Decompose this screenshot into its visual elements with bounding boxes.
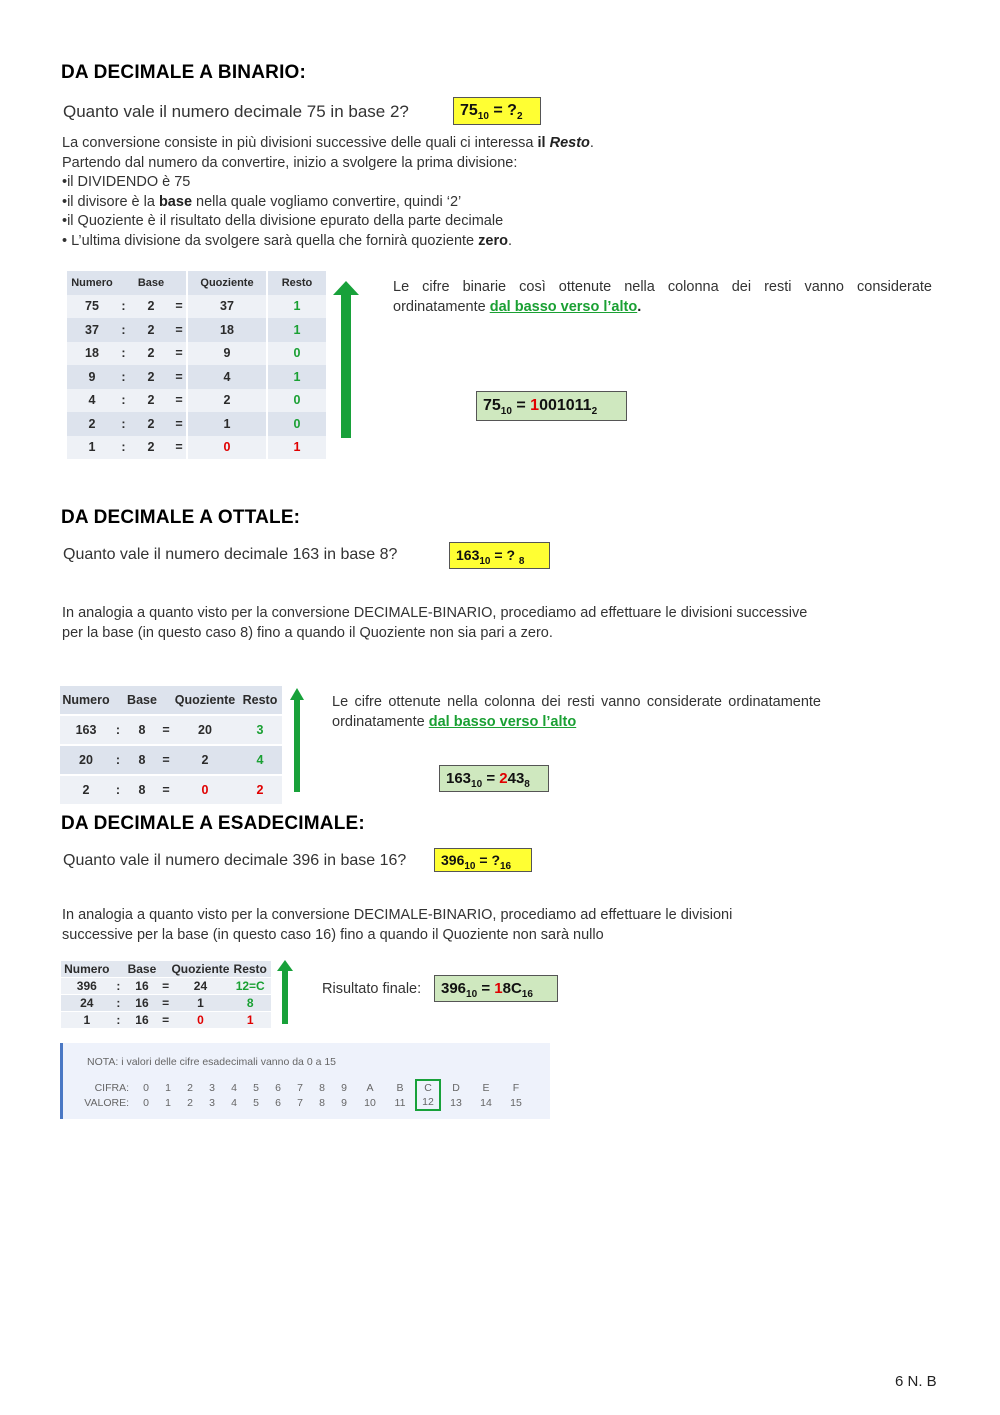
question-binario: Quanto vale il numero decimale 75 in base 2? (63, 102, 409, 121)
table-row: 75 : 2 = 37 1 (67, 295, 326, 319)
division-table-ottale (60, 686, 282, 806)
question-ottale: Quanto vale il numero decimale 163 in base 8? (63, 546, 398, 563)
result-binario: $75_{10} = 1001011_2$ (476, 391, 627, 421)
table-header-row (61, 961, 271, 978)
header-resto: Resto (267, 271, 326, 295)
intro-binario: La conversione consiste in più divisioni successive delle quali ci interessa il Resto. Partendo dal numero da convertire, inizio a svolgere la prima divisione: •il DIVIDENDO è 75 •il divisore è la base nella quale vogliamo convertire, quindi ‘2’ •il Quoziente è il risultato della divisione epurato della parte decimale • L’ultima divisione da svolgere sarà quella che fornirà quoziente zero. (62, 135, 594, 249)
hex-cifra-row: CIFRA: 0 1 2 3 4 5 6 7 8 9 A B C D E F (94, 1081, 520, 1094)
table-row: 9 : 2 = 4 1 (67, 365, 326, 389)
explain-link-binario: dal basso verso l’alto (489, 299, 638, 315)
heading-binario: DA DECIMALE A BINARIO: (61, 62, 307, 83)
intro-esadecimale: In analogia a quanto visto per la conversione DECIMALE-BINARIO, procediamo ad effettuare le divisioni successive per la base (in questo caso 16) fino a quando il Quoziente non sarà nullo (62, 907, 733, 943)
header-numero: Numero (67, 271, 117, 295)
division-table-esadecimale (61, 961, 271, 1029)
explain-line1-ottale: Le cifre ottenute nella colonna dei resti vanno considerate ordinatamente (332, 694, 821, 710)
header-quoziente: Quoziente (187, 271, 267, 295)
table-row: 24 : 16 = 1 8 (61, 995, 271, 1012)
result-esadecimale: $396_{10} = 18C_{16}$ (434, 975, 558, 1002)
formula-question-ottale: $163_{10}$ = ? $_8$ (449, 542, 550, 569)
header-numero: Numero (61, 961, 113, 978)
formula-question-esadecimale: $396_{10}$ = $?_{16}$ (434, 848, 532, 872)
result-label-esadecimale: Risultato finale: (322, 981, 422, 997)
header-base: Base (130, 271, 172, 295)
intro-ottale: In analogia a quanto visto per la conversione DECIMALE-BINARIO, procediamo ad effettuare le divisioni successive per la base (in questo caso 8) fino a quando il Quoziente non sia pari a zero. (62, 605, 808, 641)
header-quoziente: Quoziente (172, 686, 238, 715)
page-footer: 6 N. B (895, 1373, 937, 1390)
explain-line2-ottale: ordinatamente dal basso verso l’alto (332, 714, 577, 730)
result-ottale: $163_{10} = 243_8$ (439, 765, 549, 792)
explain-link-ottale: dal basso verso l’alto (428, 714, 577, 730)
note-title: NOTA: i valori delle cifre esadecimali vanno da 0 a 15 (87, 1056, 337, 1068)
highlighted-cifra: C (416, 1080, 440, 1095)
hex-valore-row: VALORE: 0 1 2 3 4 5 6 7 8 9 10 11 12 13 14 15 (84, 1096, 522, 1109)
header-quoziente: Quoziente (171, 962, 230, 976)
table-row: 1 : 16 = 0 1 (61, 1012, 271, 1029)
hex-table (69, 1079, 531, 1111)
table-row: 2 : 2 = 1 0 (67, 412, 326, 436)
header-resto: Resto (229, 961, 271, 978)
highlighted-valore: 12 (416, 1095, 440, 1110)
question-esadecimale: Quanto vale il numero decimale 396 in base 16? (63, 852, 407, 869)
explain-line2-binario: ordinatamente dal basso verso l’alto. (393, 299, 642, 315)
header-base: Base (124, 686, 160, 715)
table-row: 20 : 8 = 2 4 (60, 745, 282, 775)
table-row: 4 : 2 = 2 0 (67, 389, 326, 413)
header-base: Base (124, 961, 160, 978)
table-row: 37 : 2 = 18 1 (67, 318, 326, 342)
table-header-row (67, 271, 326, 295)
explain-line1-binario: Le cifre binarie così ottenute nella colonna dei resti vanno considerate (393, 279, 932, 295)
table-header-row (60, 686, 282, 715)
heading-esadecimale: DA DECIMALE A ESADECIMALE: (61, 813, 365, 834)
formula-question-binario: $75_{10}$ = $?_2$ (453, 97, 541, 125)
heading-ottale: DA DECIMALE A OTTALE: (61, 507, 301, 528)
header-resto: Resto (238, 686, 282, 715)
table-row: 396 : 16 = 24 12=C (61, 978, 271, 995)
division-table-binario (67, 271, 326, 459)
table-row: 1 : 2 = 0 1 (67, 436, 326, 460)
table-row: 18 : 2 = 9 0 (67, 342, 326, 366)
table-row: 2 : 8 = 0 2 (60, 775, 282, 805)
note-box (60, 1043, 550, 1119)
table-row: 163 : 8 = 20 3 (60, 715, 282, 745)
header-numero: Numero (60, 686, 112, 715)
